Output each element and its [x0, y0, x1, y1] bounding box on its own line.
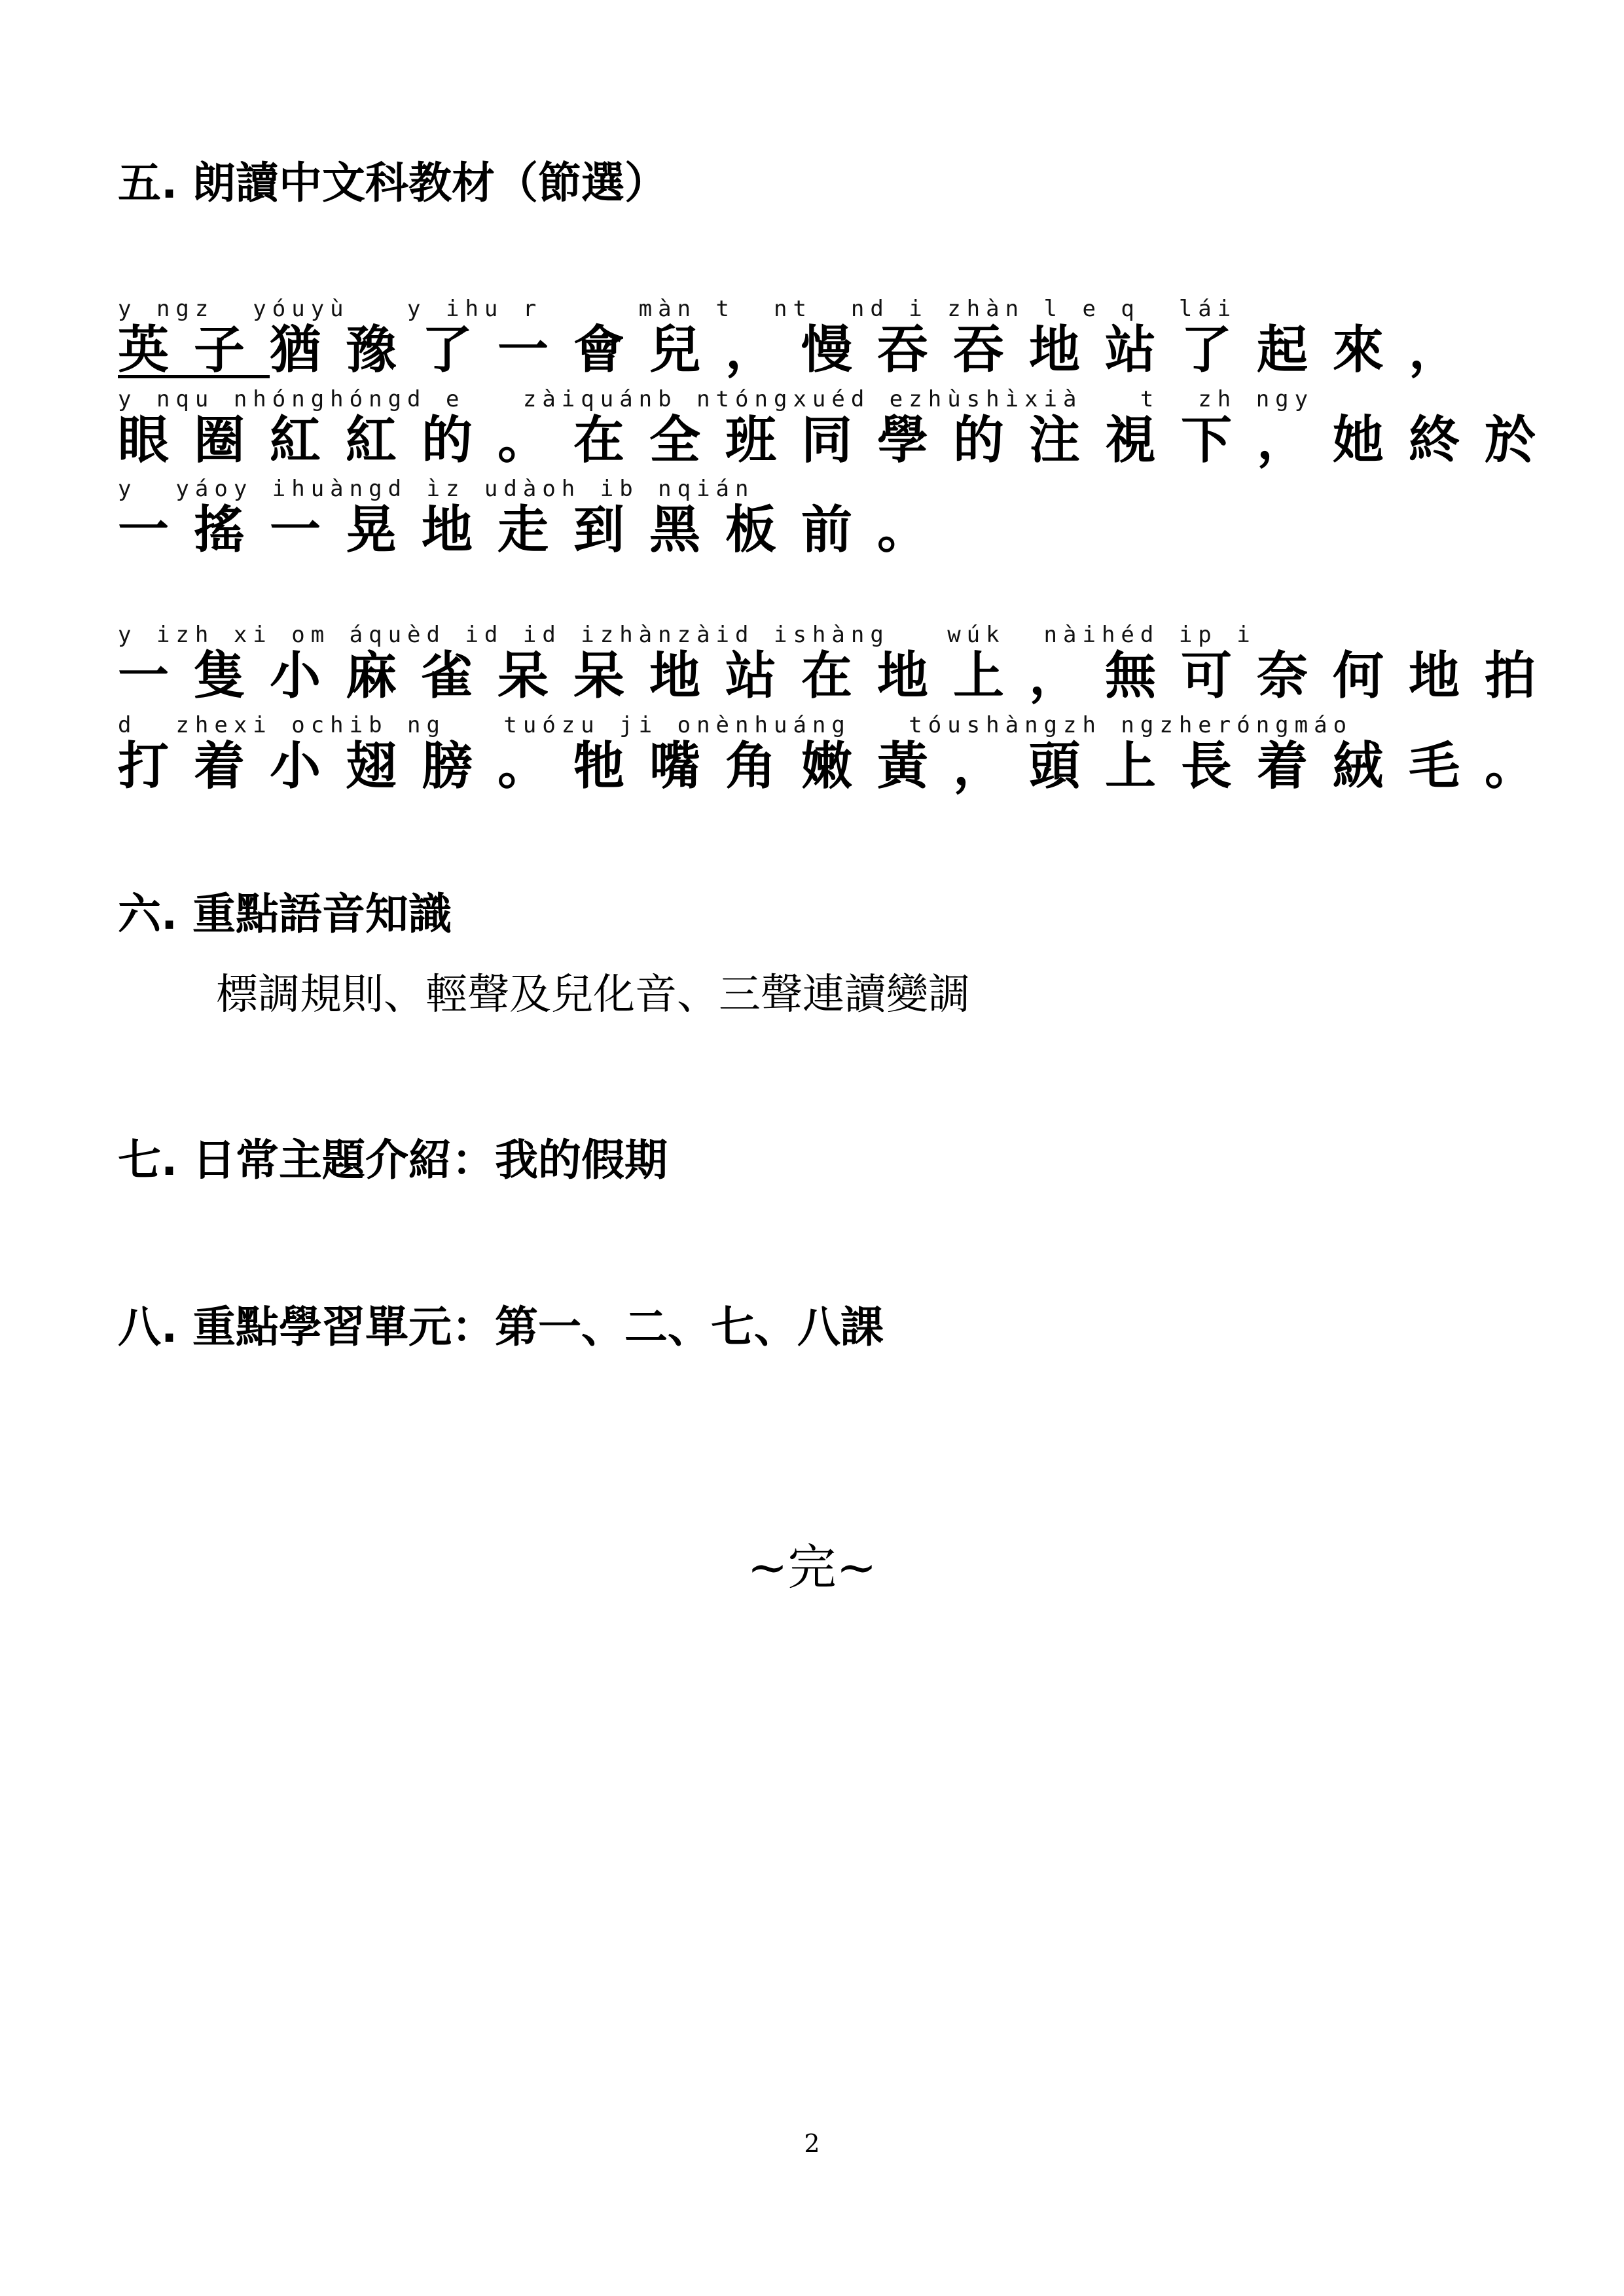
hanzi-line	[118, 317, 1485, 383]
hanzi-line: 打着小翅膀。牠嘴角嫩黃，頭上長着絨毛。	[118, 737, 1561, 796]
section-5-heading: 五. 朗讀中文科教材（節選）	[118, 158, 668, 208]
hanzi-line-rest: 猶豫了一會兒，慢吞吞地站了起來，	[270, 321, 1485, 380]
section-6-heading: 六. 重點語音知識	[118, 889, 452, 939]
underlined-name: 英子	[118, 321, 270, 380]
section-7-heading: 七. 日常主題介紹：我的假期	[118, 1135, 668, 1185]
page-number: 2	[804, 2129, 820, 2158]
section-8-heading: 八. 重點學習單元：第一、二、七、八課	[118, 1302, 884, 1352]
pinyin-line: y nqu nhónghóngd e zàiquánb ntóngxuéd ezhùshìxià t zh ngy	[118, 386, 1314, 412]
pinyin-line: d zhexi ochib ng tuózu ji onènhuáng tóushàngzh ngzheróngmáo	[118, 712, 1353, 738]
hanzi-line: 一隻小麻雀呆呆地站在地上，無可奈何地拍	[118, 647, 1561, 706]
hanzi-line: 眼圈紅紅的。在全班同學的注視下，她終於	[118, 411, 1561, 470]
pinyin-line: y ngz yóuyù y ihu r màn t nt nd i zhàn l e q lái	[118, 296, 1237, 322]
hanzi-line: 一搖一晃地走到黑板前。	[118, 501, 954, 560]
section-6-content: 標調規則、輕聲及兒化音、三聲連讀變調	[216, 971, 970, 1019]
pinyin-line: y izh xi om áquèd id id izhànzàid ishàng wúk nàihéd ip i	[118, 622, 1256, 648]
pinyin-line: y yáoy ihuàngd ìz udàoh ib nqián	[118, 476, 755, 502]
end-mark: ~完~	[747, 1539, 877, 1596]
